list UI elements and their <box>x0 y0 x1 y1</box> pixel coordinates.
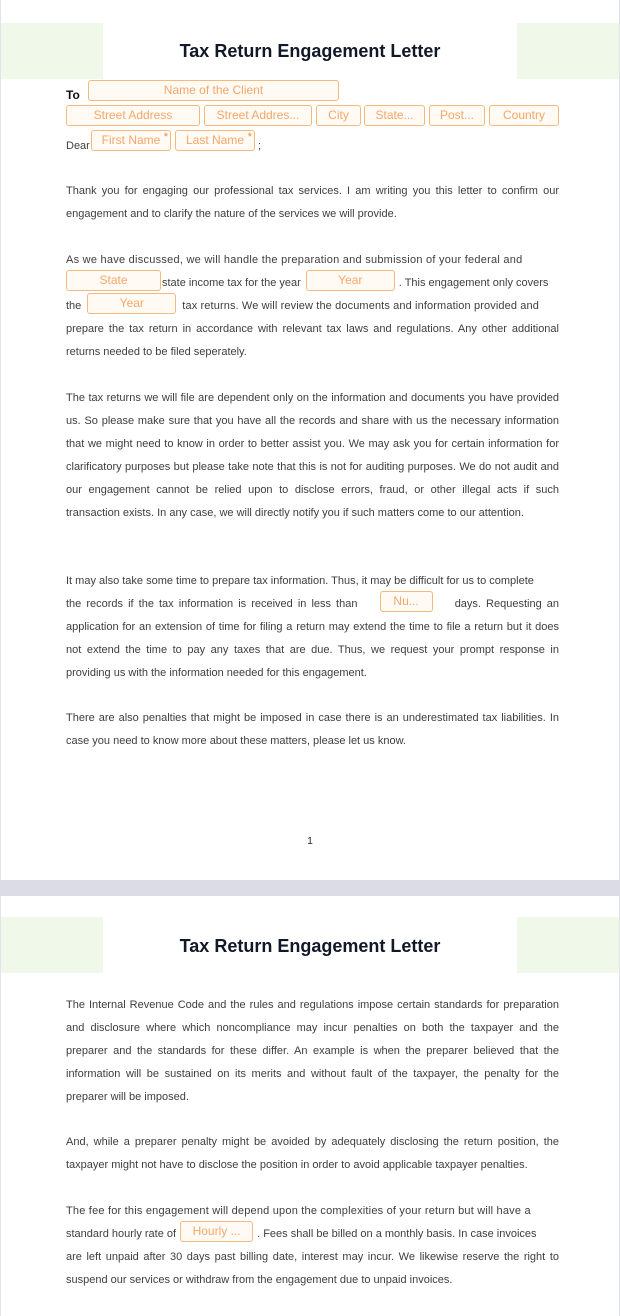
timing-paragraph-rest: application for an extension of time for filing a return may extend the time to file a return but it does not extend the time to pay any taxes that are due. Thus, we request your prompt response in providing us with the information needed for this engagement. <box>66 621 559 679</box>
required-marker: * <box>247 131 252 143</box>
services-text: . This engagement only covers <box>398 277 549 289</box>
irc-paragraph: The Internal Revenue Code and the rules and regulations impose certain standards for preparation and disclosure where which noncompliance may incur penalties on both the taxpayer and the preparer and the standards for these differ. An example is when the preparer believed that the information will be sustained on its merits and without fault of the taxpayer, the penalty for the preparer will be imposed. <box>66 999 559 1103</box>
timing-text: days. Requesting an <box>454 598 559 610</box>
postal-code-field[interactable]: Post... <box>429 105 485 126</box>
fee-paragraph-line-1 <box>66 1200 559 1223</box>
timing-text: the records if the tax information is received in less than <box>66 598 358 610</box>
services-text: state income tax for the year <box>162 277 301 289</box>
last-name-field[interactable] <box>175 130 255 151</box>
services-text: As we have discussed, we will handle the preparation and submission of your federal and <box>66 254 523 266</box>
services-text: tax returns. We will review the documents and information provided and <box>182 300 540 312</box>
services-paragraph-line-3 <box>66 295 559 318</box>
fee-paragraph-line-2 <box>66 1223 559 1246</box>
state-field[interactable]: State... <box>364 105 425 126</box>
first-name-placeholder: First Name <box>101 133 161 147</box>
greeting-suffix: ; <box>258 140 262 152</box>
fee-text: The fee for this engagement will depend upon the complexities of your return but will have a <box>66 1205 531 1217</box>
services-paragraph-rest: prepare the tax return in accordance with relevant tax laws and regulations. Any other additional returns needed to be filed seperately. <box>66 323 559 358</box>
timing-paragraph-line-1 <box>66 570 559 593</box>
document-page-2 <box>0 896 620 1316</box>
penalties-paragraph: There are also penalties that might be imposed in case there is an underestimated tax liabilities. In case you need to know more about these matters, please let us know. <box>66 712 559 747</box>
tax-year-field[interactable]: Year <box>306 270 395 291</box>
page-number: 1 <box>307 836 313 847</box>
preparer-penalty-paragraph: And, while a preparer penalty might be avoided by adequately disclosing the return position, the taxpayer might not have to disclose the position in order to avoid applicable taxpayer penalties. <box>66 1136 559 1171</box>
fee-text: standard hourly rate of <box>66 1228 177 1240</box>
required-marker: * <box>163 131 168 143</box>
fee-paragraph-rest: are left unpaid after 30 days past billing date, interest may incur. We likewise reserve the right to suspend our services or withdraw from the engagement due to unpaid invoices. <box>66 1251 559 1286</box>
street-address-2-field[interactable]: Street Addres... <box>204 105 312 126</box>
number-of-days-field[interactable]: Nu... <box>380 591 433 612</box>
city-field[interactable]: City <box>316 105 361 126</box>
records-paragraph: The tax returns we will file are dependent only on the information and documents you have provided us. So please make sure that you have all the records and share with us the necessary information that we might need to know in order to better assist you. We may ask you for certain information for clarificatory purposes but please take note that this is not for auditing purposes. We do not audit and our engagement cannot be relied upon to disclose errors, fraud, or other illegal acts if such transaction exists. In any case, we will directly notify you if such matters come to our attention. <box>66 392 559 519</box>
street-address-field[interactable]: Street Address <box>66 105 200 126</box>
services-paragraph-line-2 <box>66 272 559 295</box>
country-field[interactable]: Country <box>489 105 559 126</box>
return-year-field[interactable]: Year <box>87 293 176 314</box>
state-tax-field[interactable]: State <box>66 270 161 291</box>
dear-label: Dear <box>66 140 90 152</box>
to-label: To <box>66 88 80 102</box>
timing-paragraph-line-2 <box>66 593 559 616</box>
document-title: Tax Return Engagement Letter <box>179 41 441 61</box>
document-title: Tax Return Engagement Letter <box>179 936 441 956</box>
timing-text: It may also take some time to prepare tax information. Thus, it may be difficult for us to complete <box>66 575 534 587</box>
services-text: the <box>66 300 82 312</box>
client-name-field[interactable]: Name of the Client <box>88 80 339 101</box>
first-name-field[interactable] <box>91 130 171 151</box>
hourly-rate-field[interactable]: Hourly ... <box>180 1221 253 1242</box>
fee-text: . Fees shall be billed on a monthly basis. In case invoices <box>257 1228 537 1240</box>
last-name-placeholder: Last Name <box>185 133 245 147</box>
intro-paragraph: Thank you for engaging our professional tax services. I am writing you this letter to confirm our engagement and to clarify the nature of the services we will provide. <box>66 185 559 220</box>
services-paragraph-line-1 <box>66 249 559 272</box>
